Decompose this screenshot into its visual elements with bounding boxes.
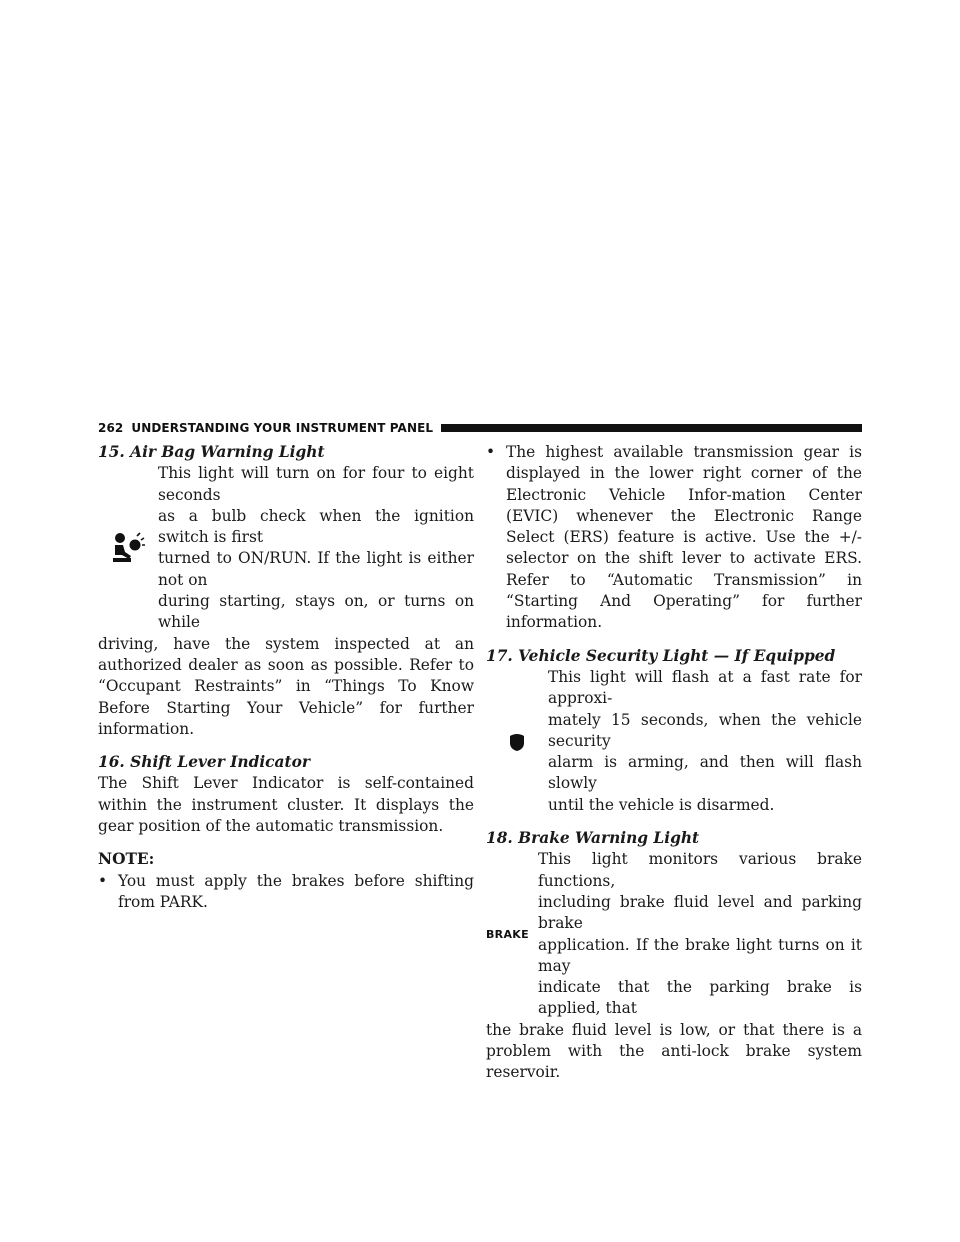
page-header	[98, 418, 862, 438]
note-bullet-text: You must apply the brakes before shifting from PARK.	[118, 871, 474, 911]
brake-icon-cell	[486, 849, 538, 1019]
brake-icon-block	[486, 849, 862, 1019]
brake-line: indicate that the parking brake is applied, that	[538, 978, 862, 1018]
header-title: UNDERSTANDING YOUR INSTRUMENT PANEL	[131, 421, 434, 435]
airbag-line: as a bulb check when the ignition switch is first	[158, 506, 474, 547]
brake-line: including brake fluid level and parking brake	[538, 892, 862, 933]
security-lines	[548, 667, 862, 816]
security-line: alarm is arming, and then will flash slowly	[548, 753, 862, 793]
bullet-dot: •	[486, 443, 496, 461]
airbag-icon-cell	[98, 463, 158, 633]
brake-line: application. If the brake light turns on it may	[538, 935, 862, 975]
airbag-line: during starting, stays on, or turns on while	[158, 592, 474, 632]
brake-lines	[538, 849, 862, 1019]
brake-warning-icon: BRAKE	[486, 927, 529, 941]
security-line: mately 15 seconds, when the vehicle security	[548, 710, 862, 750]
airbag-warning-icon	[111, 532, 145, 564]
airbag-lines	[158, 463, 474, 633]
security-icon-cell	[486, 667, 548, 816]
right-column	[486, 442, 862, 1084]
bullet-dot: •	[98, 871, 108, 890]
header-page-number: 262	[98, 421, 124, 435]
evic-bullet-text: The highest available transmission gear is displayed in the lower right corner of the Electronic Vehicle Infor-mation Center (EVIC) whenever the Electronic Range Select (ERS) feature is active. Use the +/- selector on the shift lever to activate ERS. Refer to “Automatic Transmission” in “Starting And Operating” for further information.	[506, 443, 862, 632]
brake-continuation: the brake fluid level is low, or that there is a problem with the anti-lock brake system reservoir.	[486, 1020, 862, 1082]
shift-body: The Shift Lever Indicator is self-contained within the instrument cluster. It displays the gear position of the automatic transmission.	[98, 774, 474, 836]
security-light-icon	[507, 732, 527, 752]
note-label: NOTE:	[98, 850, 155, 869]
airbag-line: This light will turn on for four to eight seconds	[158, 464, 474, 504]
security-icon-block	[486, 667, 862, 816]
security-heading: 17. Vehicle Security Light — If Equipped	[486, 646, 836, 665]
airbag-heading: 15. Air Bag Warning Light	[98, 443, 325, 461]
airbag-icon-block	[98, 463, 474, 633]
brake-line: This light monitors various brake functions,	[538, 850, 862, 890]
shift-heading: 16. Shift Lever Indicator	[98, 753, 311, 772]
left-column	[98, 442, 474, 913]
evic-bullet	[486, 442, 862, 634]
note-bullet	[98, 871, 474, 914]
airbag-line: turned to ON/RUN. If the light is either not on	[158, 549, 474, 589]
security-line: This light will flash at a fast rate for approxi-	[548, 667, 862, 708]
header-rule	[441, 424, 862, 432]
security-line: until the vehicle is disarmed.	[548, 795, 775, 814]
airbag-continuation: driving, have the system inspected at an authorized dealer as soon as possible. Refer to “Occupant Restraints” in “Things To Know Before Starting Your Vehicle” for further information.	[98, 634, 474, 738]
brake-heading: 18. Brake Warning Light	[486, 829, 700, 848]
